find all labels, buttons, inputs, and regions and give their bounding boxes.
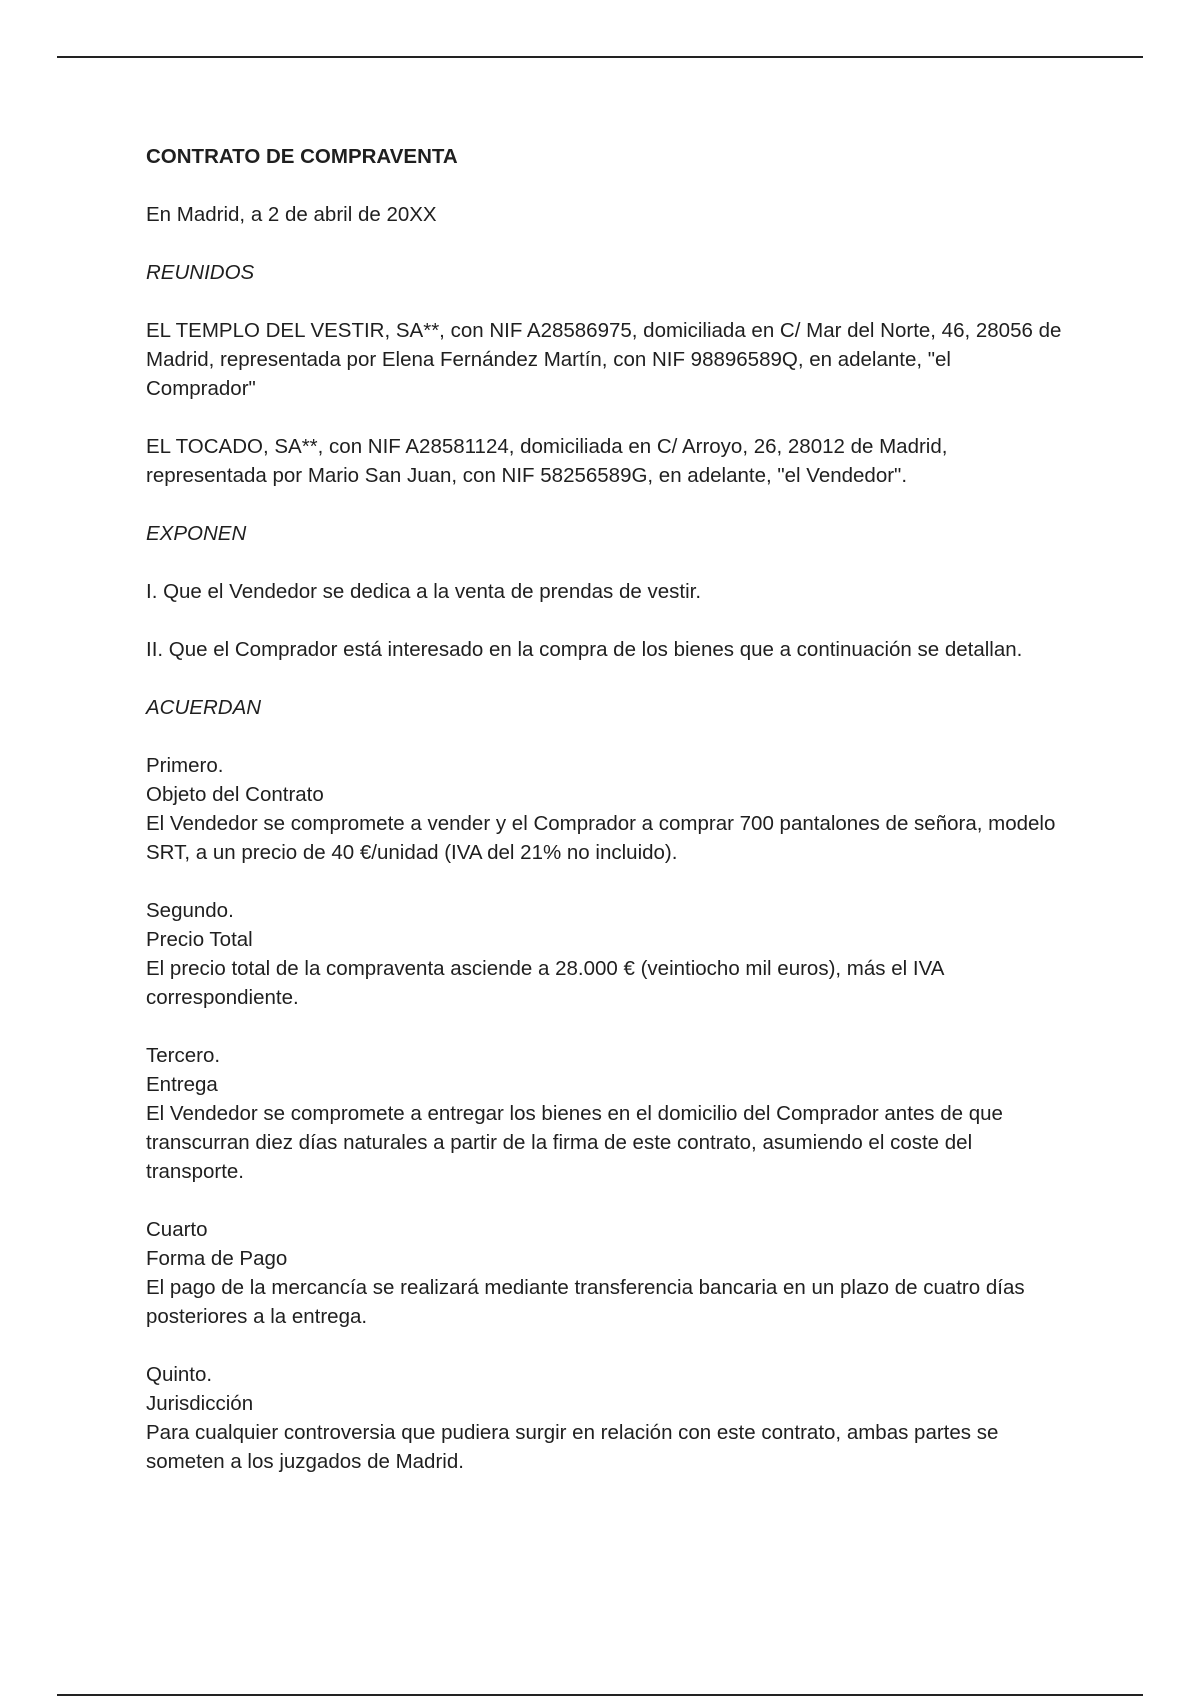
exponen-item: I. Que el Vendedor se dedica a la venta de prendas de vestir. (146, 580, 702, 603)
clause-primero (146, 751, 1066, 867)
document-title: CONTRATO DE COMPRAVENTA (146, 145, 458, 168)
clause-cuarto (146, 1215, 1066, 1331)
clause-number: Tercero. (146, 1044, 221, 1067)
clause-segundo (146, 896, 1066, 1012)
place-date: En Madrid, a 2 de abril de 20XX (146, 203, 437, 226)
reunidos-heading: REUNIDOS (146, 261, 255, 284)
clause-text: El pago de la mercancía se realizará mediante transferencia bancaria en un plazo de cuatro días posteriores a la entrega. (146, 1276, 1025, 1328)
clause-text: Para cualquier controversia que pudiera surgir en relación con este contrato, ambas partes se someten a los juzgados de Madrid. (146, 1421, 999, 1473)
clause-title: Jurisdicción (146, 1392, 254, 1415)
clause-number: Primero. (146, 754, 224, 777)
clause-number: Cuarto (146, 1218, 208, 1241)
clause-text: El precio total de la compraventa asciende a 28.000 € (veintiocho mil euros), más el IVA correspondiente. (146, 957, 944, 1009)
clause-text: El Vendedor se compromete a vender y el Comprador a comprar 700 pantalones de señora, modelo SRT, a un precio de 40 €/unidad (IVA del 21% no incluido). (146, 812, 1056, 864)
clause-title: Entrega (146, 1073, 218, 1096)
clause-title: Forma de Pago (146, 1247, 288, 1270)
clause-title: Objeto del Contrato (146, 783, 324, 806)
party-seller: EL TOCADO, SA**, con NIF A28581124, domiciliada en C/ Arroyo, 26, 28012 de Madrid, representada por Mario San Juan, con NIF 58256589G, en adelante, "el Vendedor". (146, 435, 948, 487)
clause-number: Segundo. (146, 899, 234, 922)
party-buyer: EL TEMPLO DEL VESTIR, SA**, con NIF A28586975, domiciliada en C/ Mar del Norte, 46, 28056 de Madrid, representada por Elena Fernández Martín, con NIF 98896589Q, en adelante, "el Comprador" (146, 319, 1062, 400)
top-divider (57, 56, 1143, 58)
clause-tercero (146, 1041, 1066, 1186)
clause-quinto (146, 1360, 1066, 1476)
exponen-item: II. Que el Comprador está interesado en la compra de los bienes que a continuación se detallan. (146, 638, 1023, 661)
clause-number: Quinto. (146, 1363, 213, 1386)
clause-text: El Vendedor se compromete a entregar los bienes en el domicilio del Comprador antes de que transcurran diez días naturales a partir de la firma de este contrato, asumiendo el coste del transporte. (146, 1102, 1003, 1183)
acuerdan-heading: ACUERDAN (146, 696, 262, 719)
contract-body (146, 142, 1066, 1505)
bottom-divider (57, 1694, 1143, 1696)
exponen-heading: EXPONEN (146, 522, 247, 545)
clause-title: Precio Total (146, 928, 253, 951)
